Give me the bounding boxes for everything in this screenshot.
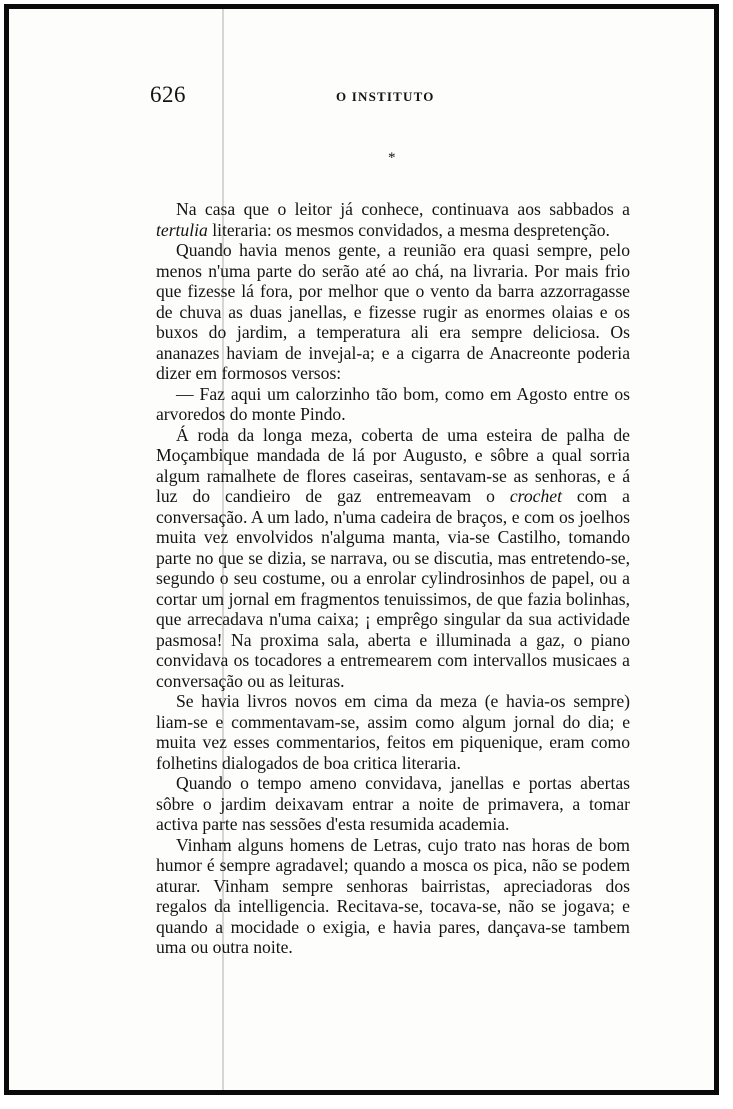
paragraph-1-text-end: literaria: os mesmos convidados, a mesma despretenção. — [207, 219, 610, 240]
paragraph-4-text-end: com a conversação. A um lado, n'uma cadeira de braços, e com os joelhos muita vez envolvidos n'alguma manta, via-se Castilho, tomando parte no que se dizia, se narrava, ou se discutia, mas entretendo-se, segundo o seu costume, ou a enrolar cylindrosinhos de papel, ou a cortar um jornal em fragmentos tenuissimos, de que fazia bolinhas, que arrecadava n'uma caixa; ¡ emprêgo singular da sua actividade pasmosa! Na proxima sala, aberta e illuminada a gaz, o piano convidava os tocadores a entremearem com intervallos musicaes a conversação ou as leituras. — [156, 486, 630, 691]
paragraph-4-italic: crochet — [509, 486, 562, 506]
paragraph-1-italic: tertulia — [156, 219, 208, 240]
paragraph-3 — [156, 384, 630, 425]
section-ornament: * — [388, 150, 396, 166]
paragraph-5 — [156, 691, 630, 773]
paragraph-6-text: Quando o tempo ameno convidava, janellas e portas abertas sôbre o jardim deixavam entrar a noite de primavera, a tomar activa parte nas sessões d'esta resumida academia. — [156, 773, 630, 834]
body-text — [156, 199, 630, 958]
paragraph-1-text: Na casa que o leitor já conhece, continuava aos sabbados a — [176, 199, 630, 219]
paragraph-7-text: Vinham alguns homens de Letras, cujo trato nas horas de bom humor é sempre agradavel; quando a mosca os pica, não se podem aturar. Vinham sempre senhoras bairristas, apreciadoras dos regalos da intelligencia. Recitava-se, tocava-se, não se jogava; e quando a mocidade o exigia, e havia pares, dançava-se tambem uma ou outra noite. — [156, 834, 630, 957]
paragraph-5-text: Se havia livros novos em cima da meza (e havia-os sempre) liam-se e commentavam-se, assim como algum jornal do dia; e muita vez esses commentarios, feitos em piquenique, eram como folhetins dialogados de boa critica literaria. — [156, 691, 630, 773]
running-title: O INSTITUTO — [336, 89, 435, 104]
paragraph-2-text: Quando havia menos gente, a reunião era quasi sempre, pelo menos n'uma parte do serão até ao chá, na livraria. Por mais frio que fizesse lá fora, por melhor que o vento da barra azzorragasse de chuva as duas janellas, e fizesse rugir as enormes olaias e os buxos do jardim, a temperatura ali era sempre deliciosa. Os ananazes haviam de invejal-a; e a cigarra de Anacreonte poderia dizer em formosos versos: — [156, 240, 630, 383]
paragraph-1 — [156, 199, 630, 240]
paragraph-4-text: Á roda da longa meza, coberta de uma esteira de palha de Moçambique mandada de lá por Augusto, e sôbre a qual sorria algum ramalhete de flores caseiras, sentavam-se as senhoras, e á luz do candieiro de gaz entremeavam o — [156, 424, 630, 506]
paragraph-3-text: — Faz aqui um calorzinho tão bom, como em Agosto entre os arvoredos do monte Pindo. — [156, 383, 630, 424]
paragraph-2 — [156, 240, 630, 384]
paragraph-6 — [156, 773, 630, 835]
paragraph-4 — [156, 425, 630, 692]
page-number: 626 — [150, 82, 186, 107]
paragraph-7 — [156, 835, 630, 958]
